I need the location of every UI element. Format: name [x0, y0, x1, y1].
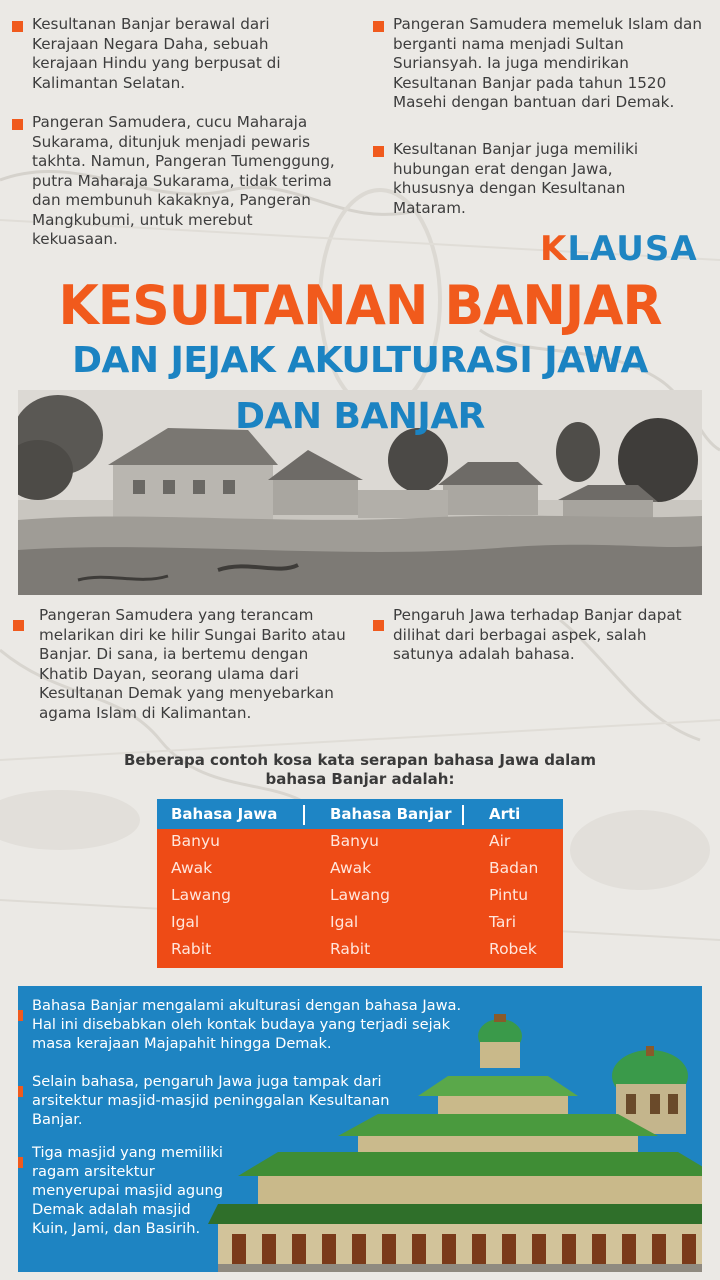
page-subtitle-line2: DAN BANJAR: [235, 396, 485, 437]
table-cell: Lawang: [330, 886, 390, 904]
bullet-pelarian-samudera: [39, 606, 349, 723]
bullet-akulturasi-bahasa: [32, 996, 472, 1053]
bullet-pengaruh-bahasa: [393, 606, 693, 665]
table-cell: Badan: [489, 859, 539, 877]
table-cell: Robek: [489, 940, 537, 958]
header-bahasa-banjar: Bahasa Banjar: [330, 805, 452, 823]
table-cell: Air: [489, 832, 511, 850]
logo-rest: LAUSA: [567, 229, 698, 269]
table-cell: Pintu: [489, 886, 529, 904]
table-cell: Banyu: [330, 832, 379, 850]
page-title: KESULTANAN BANJAR: [58, 274, 662, 338]
logo-k: K: [540, 229, 568, 269]
bullet-square-icon: [373, 21, 384, 32]
header-arti: Arti: [489, 805, 521, 823]
bullet-square-icon: [18, 1086, 23, 1097]
bullet-square-icon: [12, 119, 23, 130]
bullet-arsitektur-masjid: [32, 1072, 422, 1129]
bullet-square-icon: [373, 146, 384, 157]
bullet-text: Tiga masjid yang memiliki ragam arsitektur menyerupai masjid agung Demak adalah masjid Kuin, Jami, dan Basirih.: [32, 1144, 223, 1237]
bullet-text: Pangeran Samudera, cucu Maharaja Sukarama, ditunjuk menjadi pewaris takhta. Namun, Pangeran Tumenggung, putra Maharaja Sukarama, tidak terima dan membunuh kakaknya, Pangeran Mangkubumi, untuk merebut kekuasaan.: [32, 113, 335, 248]
header-separator: [303, 805, 305, 825]
bullet-square-icon: [12, 21, 23, 32]
table-header: [157, 799, 563, 829]
table-cell: Igal: [171, 913, 200, 931]
bullet-text: Pangeran Samudera yang terancam melarikan diri ke hilir Sungai Barito atau Banjar. Di sana, ia bertemu dengan Khatib Dayan, seorang ulama dari Kesultanan Demak yang menyebarkan agama Islam di Kalimantan.: [39, 606, 346, 722]
table-cell: Awak: [171, 859, 213, 877]
table-cell: Tari: [489, 913, 517, 931]
bullet-text: Kesultanan Banjar juga memiliki hubungan erat dengan Jawa, khususnya dengan Kesultanan Mataram.: [393, 140, 639, 217]
bullet-hubungan-jawa: [393, 140, 693, 218]
header-separator: [462, 805, 464, 825]
klausa-logo: [540, 229, 698, 269]
bullet-sultan-suriansyah: [393, 15, 703, 113]
bullet-text: Selain bahasa, pengaruh Jawa juga tampak dari arsitektur masjid-masjid peninggalan Kesultanan Banjar.: [32, 1073, 390, 1128]
table-cell: Igal: [330, 913, 359, 931]
table-cell: Rabit: [330, 940, 371, 958]
bullet-pewaris-takhta: [32, 113, 337, 250]
bullet-square-icon: [18, 1157, 23, 1168]
header-bahasa-jawa: Bahasa Jawa: [171, 805, 278, 823]
bullet-asal-usul: [32, 15, 332, 93]
table-cell: Rabit: [171, 940, 212, 958]
table-cell: Lawang: [171, 886, 231, 904]
bullet-tiga-masjid: [32, 1143, 227, 1238]
bottom-info-panel: [18, 986, 702, 1272]
bullet-square-icon: [18, 1010, 23, 1021]
bullet-text: Pangeran Samudera memeluk Islam dan berganti nama menjadi Sultan Suriansyah. Ia juga mendirikan Kesultanan Banjar pada tahun 1520 Masehi dengan bantuan dari Demak.: [393, 15, 702, 111]
page-subtitle-line1: DAN JEJAK AKULTURASI JAWA: [72, 340, 648, 381]
bullet-square-icon: [13, 620, 24, 631]
bullet-text: Kesultanan Banjar berawal dari Kerajaan Negara Daha, sebuah kerajaan Hindu yang berpusat di Kalimantan Selatan.: [32, 15, 281, 92]
table-intro: Beberapa contoh kosa kata serapan bahasa Jawa dalam bahasa Banjar adalah:: [123, 751, 597, 788]
table-cell: Banyu: [171, 832, 220, 850]
table-cell: Awak: [330, 859, 372, 877]
bullet-square-icon: [373, 620, 384, 631]
vocabulary-table: [157, 799, 563, 968]
bullet-text: Pengaruh Jawa terhadap Banjar dapat dilihat dari berbagai aspek, salah satunya adalah bahasa.: [393, 606, 682, 663]
bullet-text: Bahasa Banjar mengalami akulturasi dengan bahasa Jawa. Hal ini disebabkan oleh kontak budaya yang terjadi sejak masa kerajaan Majapahit hingga Demak.: [32, 997, 462, 1052]
